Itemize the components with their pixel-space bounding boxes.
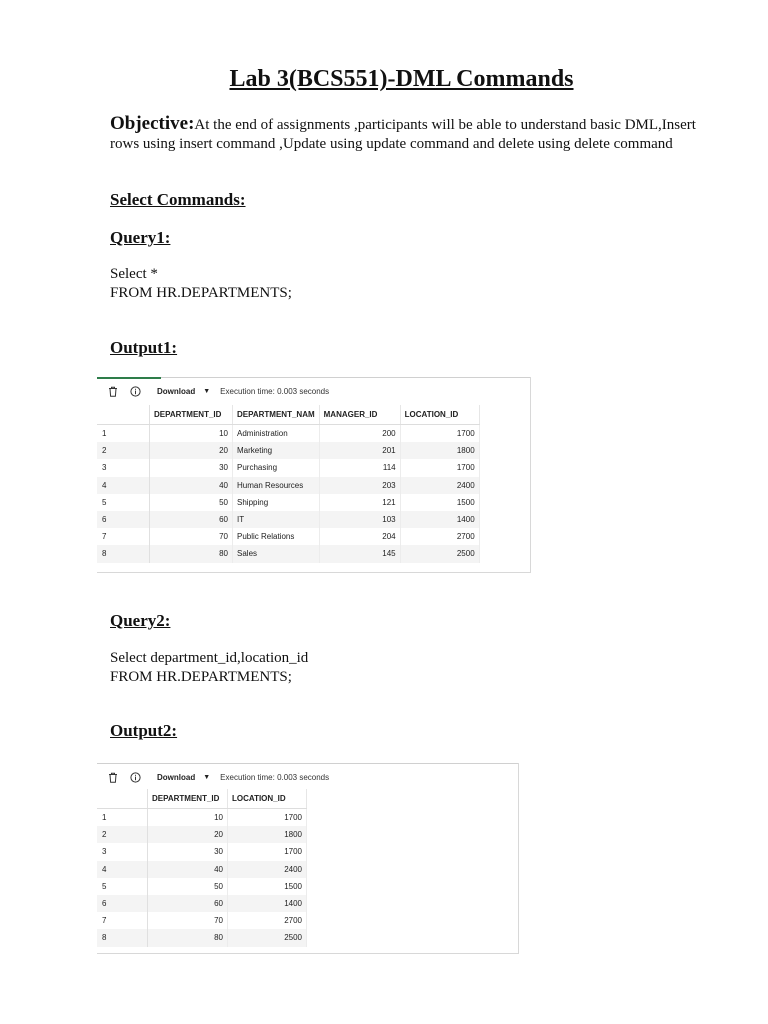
download-button[interactable]: Download [157,386,196,396]
cell: 1800 [228,826,307,843]
column-header[interactable]: LOCATION_ID [400,405,479,425]
grid-toolbar [97,763,518,791]
table-row[interactable] [97,826,307,843]
table-row[interactable] [97,809,307,827]
table-row[interactable] [97,442,479,459]
row-number: 7 [97,912,148,929]
cell: 50 [150,494,233,511]
download-button[interactable]: Download [157,772,196,782]
info-icon[interactable] [129,771,141,783]
column-header[interactable]: DEPARTMENT_NAM [233,405,320,425]
cell: 1800 [400,442,479,459]
cell: 80 [148,929,228,946]
cell: 2500 [400,545,479,562]
document-title: Lab 3(BCS551)-DML Commands [229,66,574,92]
cell: 1400 [400,511,479,528]
cell: 1500 [400,494,479,511]
cell: 200 [319,425,400,443]
query1-line: Select * [110,266,158,282]
table-header-row [97,405,479,425]
cell: 145 [319,545,400,562]
trash-icon[interactable] [107,771,119,783]
row-number: 1 [97,809,148,827]
table-row[interactable] [97,425,479,443]
cell: 20 [150,442,233,459]
cell: 20 [148,826,228,843]
row-number: 2 [97,442,150,459]
row-number-header [97,789,148,809]
cell: 1400 [228,895,307,912]
cell: Shipping [233,494,320,511]
output2-heading: Output2: [110,721,178,740]
column-header[interactable]: MANAGER_ID [319,405,400,425]
column-header[interactable]: LOCATION_ID [228,789,307,809]
row-number: 5 [97,878,148,895]
objective-paragraph [110,114,710,154]
query1-heading: Query1: [110,228,171,247]
cell: 40 [148,861,228,878]
row-number: 3 [97,459,150,476]
table-row[interactable] [97,912,307,929]
table-row[interactable] [97,545,479,562]
cell: 80 [150,545,233,562]
cell: 121 [319,494,400,511]
cell: 103 [319,511,400,528]
cell: Purchasing [233,459,320,476]
cell: 204 [319,528,400,545]
table-row[interactable] [97,494,479,511]
cell: 10 [150,425,233,443]
table-row[interactable] [97,861,307,878]
cell: 1700 [228,843,307,860]
caret-down-icon[interactable]: ▼ [203,387,211,395]
table-row[interactable] [97,477,479,494]
execution-time: Execution time: 0.003 seconds [220,772,330,782]
row-number: 8 [97,545,150,562]
cell: 203 [319,477,400,494]
cell: 2400 [400,477,479,494]
execution-time: Execution time: 0.003 seconds [220,386,330,396]
query2-heading: Query2: [110,611,171,630]
table-row[interactable] [97,459,479,476]
cell: Human Resources [233,477,320,494]
query2-code [110,649,308,687]
result-grid-2 [97,763,519,954]
query2-line: FROM HR.DEPARTMENTS; [110,669,292,685]
cell: 201 [319,442,400,459]
row-number: 1 [97,425,150,443]
cell: Marketing [233,442,320,459]
cell: 1700 [228,809,307,827]
table-row[interactable] [97,843,307,860]
table-row[interactable] [97,895,307,912]
row-number: 5 [97,494,150,511]
trash-icon[interactable] [107,385,119,397]
table-row[interactable] [97,528,479,545]
row-number: 4 [97,861,148,878]
result-grid-1 [97,377,531,573]
cell: Public Relations [233,528,320,545]
output1-heading: Output1: [110,338,178,357]
query1-line: FROM HR.DEPARTMENTS; [110,285,292,301]
select-commands-heading: Select Commands: [110,190,246,209]
cell: 1500 [228,878,307,895]
cell: 60 [150,511,233,528]
row-number: 6 [97,511,150,528]
cell: 114 [319,459,400,476]
objective-text: At the end of assignments ,participants will be able to understand basic DML,Insert rows using insert command ,Update using update command and delete using delete command [110,117,696,152]
cell: Sales [233,545,320,562]
table-row[interactable] [97,878,307,895]
result-table-2 [97,789,307,947]
cell: 60 [148,895,228,912]
caret-down-icon[interactable]: ▼ [203,773,211,781]
row-number: 7 [97,528,150,545]
cell: 30 [148,843,228,860]
query2-line: Select department_id,location_id [110,650,309,666]
row-number: 4 [97,477,150,494]
column-header[interactable]: DEPARTMENT_ID [150,405,233,425]
row-number: 2 [97,826,148,843]
row-number-header [97,405,150,425]
table-row[interactable] [97,929,307,946]
cell: 2400 [228,861,307,878]
cell: 10 [148,809,228,827]
objective-label: Objective: [110,113,195,134]
row-number: 8 [97,929,148,946]
cell: 30 [150,459,233,476]
cell: 50 [148,878,228,895]
cell: 2700 [400,528,479,545]
cell: 2500 [228,929,307,946]
cell: 1700 [400,425,479,443]
grid-toolbar [97,377,530,405]
cell: Administration [233,425,320,443]
row-number: 3 [97,843,148,860]
cell: 70 [148,912,228,929]
info-icon[interactable] [129,385,141,397]
table-row[interactable] [97,511,479,528]
cell: 2700 [228,912,307,929]
cell: IT [233,511,320,528]
query1-code [110,265,292,303]
result-table-1 [97,405,480,563]
cell: 40 [150,477,233,494]
cell: 1700 [400,459,479,476]
column-header[interactable]: DEPARTMENT_ID [148,789,228,809]
table-header-row [97,789,307,809]
cell: 70 [150,528,233,545]
row-number: 6 [97,895,148,912]
